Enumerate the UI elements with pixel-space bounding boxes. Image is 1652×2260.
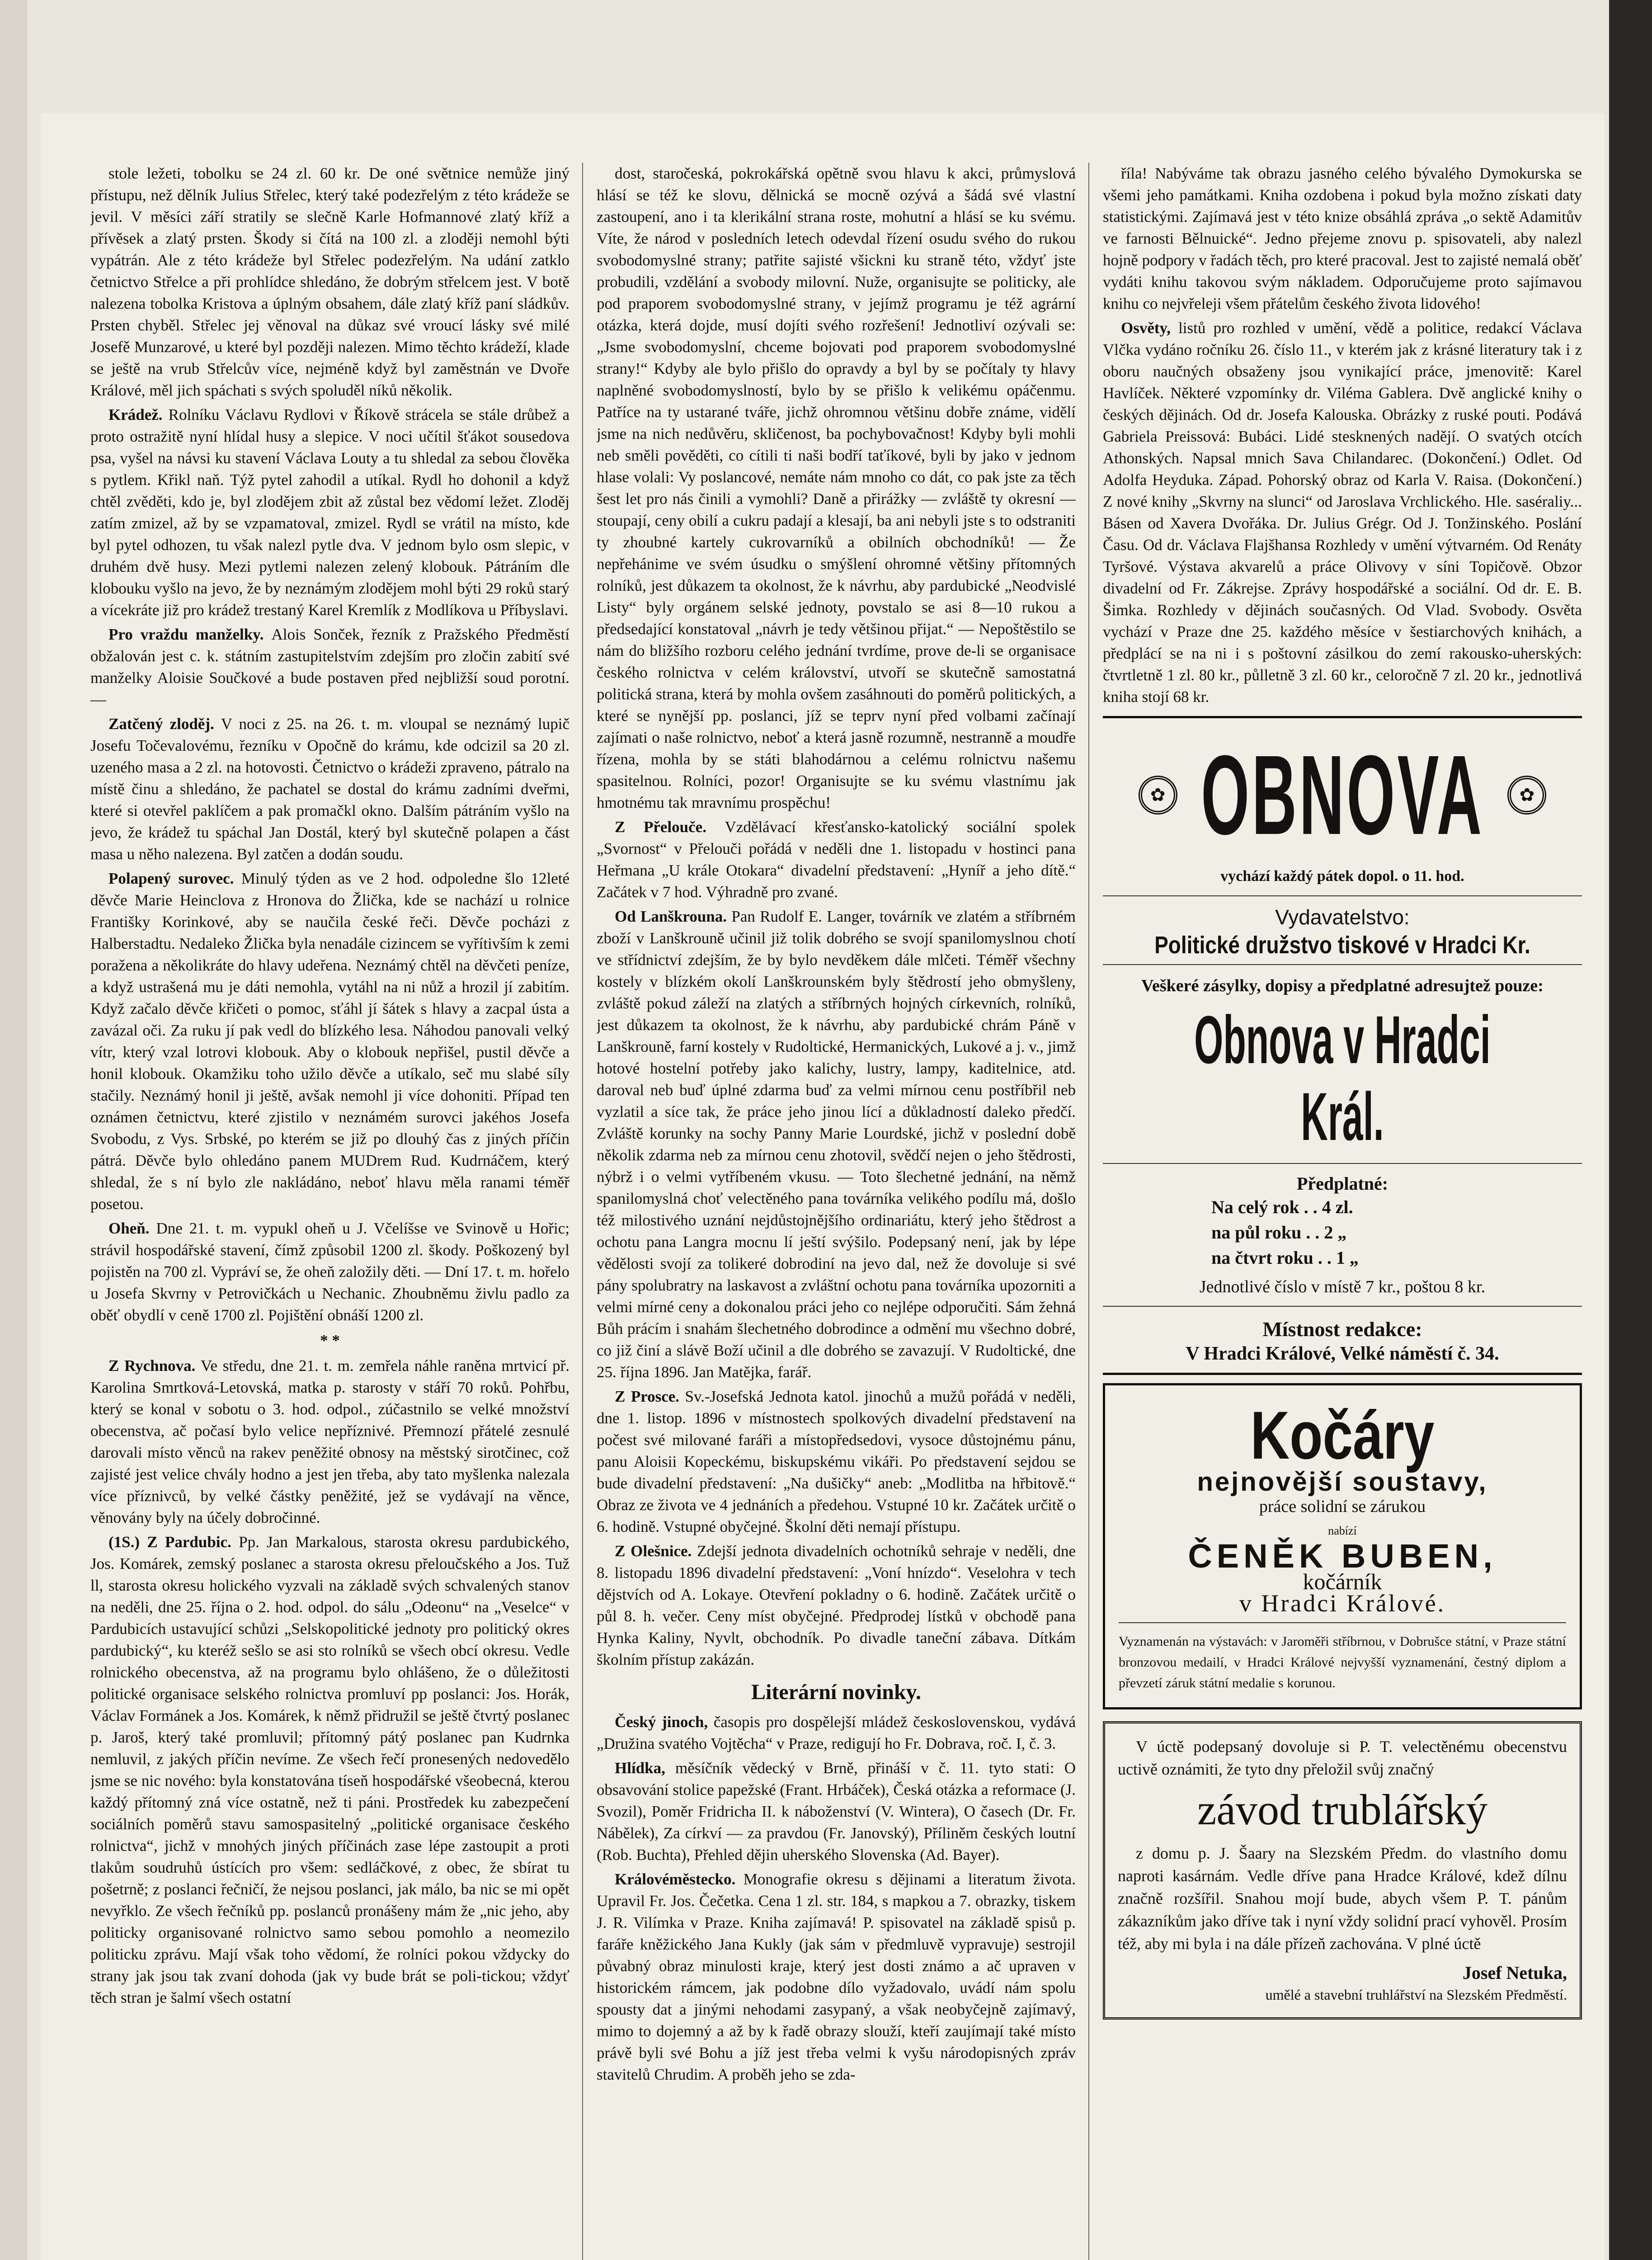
article-paragraph xyxy=(90,163,569,401)
separator xyxy=(1103,716,1582,718)
publisher-label: Vydavatelstvo: xyxy=(1275,905,1410,929)
article-paragraph xyxy=(90,713,569,865)
article-text: Rolníku Václavu Rydlovi v Říkově strácela se stále drůbež a proto ostražitě nyní hlídal husy a slepice. V noci učítil šťákot sousedova psa, vyšel na návsi ku stavení Václava Louty a tu shledal za sebou člověka s pytlem. Křikl naň. Týž pytel zahodil a utíkal. Rydl ho dohonil a když chtěl zvěděti, kdo je, byl zlodějem zbit až zůstal bez vědomí ležet. Zloděj zatím zmizel, až by se vzpamatoval, zmizel. Rydl se vrátil na místo, kde byl pytel odhozen, tu však nalezl pytle dva. V jednom bylo osm slepic, v druhém dvě husy. Mezi pytlemi nalezen zelený klobouk. Pátráním dle klobouku vyšlo na jevo, že by neznámým zlodějem mohl býti 29 roků starý a vícekráte již pro krádež trestaný Karel Kremlík z Modlíkova u Příbyslavi. xyxy=(90,406,569,619)
separator xyxy=(1103,895,1582,896)
article-text: měsíčník vědecký v Brně, přináší v č. 11. tyto stati: O obsavování stolice papežské (Frant. Hrbáček), Česká otázka a reformace (J. Svozil), Poměr Fridricha II. k náboženství (V. Wintera), O časech (Dr. Fr. Nábělek), Za církví — za pravdou (Fr. Janovský), Příliněm českých loutní (Rob. Buchta), Přehled dějin uherského Slovenska (Ad. Bayer). xyxy=(597,1759,1076,1864)
price-title: Předplatné: xyxy=(1296,1173,1388,1194)
ad-place: v Hradci Králové. xyxy=(1239,1590,1446,1617)
ad-signature-subtitle: umělé a stavební truhlářství na Slezském Předměstí. xyxy=(1265,1987,1567,2003)
article-heading: Oheň. xyxy=(108,1219,156,1237)
column-3 xyxy=(1103,163,1582,2260)
article-heading: Z Olešnice. xyxy=(615,1542,697,1560)
article-text: Vzdělávací křesťansko-katolický sociální spolek „Svornost“ v Přelouči pořádá v neděli dne 1. listopadu v hostinci pana Heřmana „U krále Otokara“ divadelní představení: „Hyníř a jeho dítě.“ Začátek v 7 hod. Výhradně pro zvané. xyxy=(597,818,1076,901)
article-heading: Z Přelouče. xyxy=(615,818,725,836)
publisher-name: Politické družstvo tiskové v Hradci Kr. xyxy=(1154,932,1530,959)
article-heading: Polapený surovec. xyxy=(108,870,241,887)
column-1 xyxy=(90,163,569,2260)
article-text: Sv.-Josefská Jednota katol. jinochů a mužů pořádá v neděli, dne 1. listop. 1896 v místnostech spolkových divadelní představení na počest své milované faráři a místopředsedovi, vysoce důstojnému pánu, panu Aloisii Kopeckému, biskupskému vikáři. Po představení sejdou se bude divadelní představení: „Na dušičky“ aneb: „Modlitba na hřbitově.“ Obraz ze života ve 4 jednáních a předehou. Vstupné 10 kr. Začátek určitě o 6. hodině. Vstupné obyčejné. Školní děti nemají přístupu. xyxy=(597,1388,1076,1535)
article-paragraph xyxy=(1103,163,1582,315)
ad-line: nabízí xyxy=(1328,1524,1357,1537)
separator xyxy=(1103,964,1582,965)
column-2 xyxy=(597,163,1076,2260)
ad-description: Vyznamenán na výstavách: v Jaroměři stříbrnou, v Dobrušce státní, v Praze státní bronzovou medailí, v Hradci Králové nejvyšší vyznamenání, čestný diplom a převzetí záruk státní medalie s korunou. xyxy=(1119,1634,1566,1690)
article-heading: Z Rychnova. xyxy=(108,1357,201,1375)
article-text: dost, staročeská, pokrokářská opětně svou hlavu k akci, průmyslová hlásí se též ke slovu, dělnická se mocně ozývá a šádá své vlastní zastoupení, ano i ta klerikální strana roste, mohutní a hlásí se ku svému. Víte, že národ v posledních letech odevdal řízení osudu svého do rukou svobodomyslné strany; patřite sajisté všickni ku straně této, vždyť jste probudili, vzdělání a svobody milovní. Nuže, organisujte se politicky, ale pod praporem svobodomyslné strany, v jejímž programu je též agrární otázka, která dojde, musí dojíti svého rozřešení! Jednotliví ozývali se: „Jsme svobodomyslní, chceme bojovati pod praporem svobodomyslné strany!“ Kdyby ale bylo přišlo do opravdy a byl by se počítaly ty hlavy naplněné svobodomyslností, bylo by se přišlo k velikému opáčenmu. Patříce na ty ustarané tváře, jichž ohromnou většinu dobře známe, vidělí jsme na nich nedůvěru, skličenost, ba pochybovačnost! Kdyby byli mohli neb směli pověděti, co cítili ti naši bodří taťíkové, byli by jako v jednom hlase volali: Vy poslancové, nemáte nám mnoho co dát, co pak jste za těch šest let pro nás činili a vymohli? Daně a přirážky — zvláště ty okresní — stoupají, ceny obilí a cukru padají a klesají, ba ani nebyli jste s to odstraniti ty zhoubné kartely cukrovarníků a obilních obchodníků! — Že nepřehánime ve svém úsudku o smýšlení ohromné většiny přítomných rolníků, jest důkazem ta okolnost, že k návrhu, aby pardubické „Neodvislé Listy“ byly orgánem selské jednoty, povstalo se asi 8—10 rukou a předsedající konstatoval „návrh je tedy většinou přijat.“ — Nepoštěstilo se nám do bližšího rozboru celého jednání tvrdíme, prove de-li se organisace českého rolnictva v celém království, utvoří se skutečně samostatná politická strana, která by mohla ovšem zasáhnouti do poměrů politických, a které se nynější pp. poslanci, jíž se teprv nyní před volbami začínají zajímati o naše rolnictvo, neboť a která jasně rozumně, nestranně a moudře řízena, mohla by se státi blahodárnou a celému rolnictvu našemu spasitelnou. Rolníci, pozor! Organisujte se ku svému vlastnímu jak hmotnému tak mravnímu prospěchu! xyxy=(597,165,1076,811)
ad-line: práce solidní se zárukou xyxy=(1259,1497,1426,1516)
article-heading: Zatčený zloděj. xyxy=(108,715,221,733)
article-text: Minulý týden as ve 2 hod. odpoledne šlo 12leté děvče Marie Heinclova z Hronova do Žlička, kde se nachází u rolnice Františky Korinkové, aby se naučila české řeči. Děvče pocházi z Halberstadtu. Nedaleko Žlička byla nenadále cizincem se vyřítivším k zemi poražena a několikráte do hlavy udeřena. Neznámý chtěl na děvčeti peníze, a když ustrašená mu je dáti nemohla, vytáhl na ni nůž a hrozil jí zabitím. Když začalo děvče křičeti o pomoc, sťáhl jí šátek s hlavy a zacpal ústa a zavázal oči. Za ruku jí pak vedl do blízkého lesa. Náhodou panovali velký vítr, který vzal lotrovi klobouk. Aby o klobouk nepřišel, pustil děvče a honil klobouk. Okamžiku toho užilo děvče a utíkalo, seč mu slabé síly stačily. Neznámý honil ji ještě, avšak nemohl ji více dohoniti. Případ ten oznámen četnictvu, které zjistilo v neznámém surovci jakéhos Josefa Svobodu, z Vys. Srbské, po kterém se již po dlouhý čas z jiných příčin pátrá. Děvče bylo ohledáno panem MUDrem Rud. Kudrnáčem, který shledal, že s ní bylo zle nakládáno, neboť hlavu měla ranami téměř posetou. xyxy=(90,870,569,1213)
article-heading: Od Lanškrouna. xyxy=(615,908,732,925)
separator xyxy=(1119,1622,1566,1623)
mail-line: Veškeré zásylky, dopisy a předplatné adresujtež pouze: xyxy=(1141,976,1544,995)
article-text: časopis pro dospělejší mládež československou, vydává „Družina svatého Vojtěcha“ v Praze, redigují ho Fr. Dobrava, roč. I, č. 3. xyxy=(597,1713,1076,1752)
article-heading: Královéměstecko. xyxy=(615,1870,744,1888)
ad-trade: kočárník xyxy=(1303,1569,1382,1594)
article-paragraph xyxy=(90,624,569,711)
article-text: Monografie okresu s dějinami a literatum života. Upravil Fr. Jos. Čečetka. Cena 1 zl. str. 184, s mapkou a 7. obrazky, tiskem J. R. Vilímka v Praze. Kniha zajímavá! P. spisovatel na základě spisů p. faráře kněžického Jana Kukly (jak sám v předmluvě vypravuje) sestrojil půvabný obraz minulosti kraje, který jest dosti známo a ač upraven v historickém rámcem, jak podobne dílo vyžadovalo, uvádí nám spolu spousty dat a jinými nehodami zasypaný, a však neobyčejně zajímavý, mimo to dojemný a až by k řadě obrazy slouží, kteří zaujímají také místo právě byli své Bohu a jíž jest třeba velmi k vyšu národopisných zpráv stavitelů Chrudim. A proběh jeho se zda- xyxy=(597,1870,1076,2083)
column-rule xyxy=(1088,163,1089,2260)
masthead xyxy=(1103,732,1582,1365)
separator-stars: * * xyxy=(320,1332,340,1349)
trublar-advertisement xyxy=(1103,1721,1582,2020)
article-heading: Pro vraždu manželky. xyxy=(108,626,272,643)
article-paragraph xyxy=(90,1355,569,1529)
scan-margin-left xyxy=(0,0,27,2260)
separator xyxy=(1103,1306,1582,1307)
kocary-advertisement xyxy=(1103,1383,1582,1709)
article-paragraph xyxy=(597,906,1076,1383)
newspaper-page xyxy=(41,113,1605,2260)
ad-body: z domu p. J. Šaary na Slezském Předm. do vlastního domu naproti kasárnám. Vedle dříve pana Hradce Králové, kdež dílnu značně rozšířil. Snahou mojí bude, abych všem P. T. pánům zákazníkům jako dříve tak i nyní vždy solidní prací vyhověl. Prosím též, aby mi byla i na dále přízeň zachována. V plné úctě xyxy=(1118,1844,1567,1953)
single-issue-price: Jednotlivé číslo v místě 7 kr., poštou 8 kr. xyxy=(1199,1277,1486,1296)
article-heading: (1S.) Z Pardubic. xyxy=(108,1533,239,1551)
article-heading: Český jinoch, xyxy=(615,1713,714,1731)
ad-signature: Josef Netuka, xyxy=(1462,1963,1567,1983)
article-text: V noci z 25. na 26. t. m. vloupal se neznámý lupič Josefu Točevalovému, řezníku v Opočně do krámu, kde odcizil sa 20 zl. uzeného masa a 2 zl. na hotovosti. Četnictvo o krádeži zpraveno, pátralo na místě činu a shledáno, že pachatel se dostal do krámu zadními dveřmi, které si otevřel paklíčem a pak promačkl okno. Dalším pátráním vyšlo na jevo, že krádež tu spáchal Jan Dostál, který byl skutečně polapen a část masa u něho nalezena. Byl zatčen a dodán soudu. xyxy=(90,715,569,863)
office-title: Místnost redakce: xyxy=(1262,1318,1422,1341)
price-row: Na celý rok . . 4 zl. xyxy=(1211,1197,1353,1217)
office-address: V Hradci Králové, Velké náměstí č. 34. xyxy=(1186,1343,1499,1364)
article-paragraph xyxy=(90,404,569,621)
ad-intro: V úctě podepsaný dovoluje si P. T. velectěnému obecenstvu uctivě oznámiti, že tyto dny přeložil svůj značný xyxy=(1118,1737,1567,1778)
article-paragraph xyxy=(90,868,569,1215)
mail-address: Obnova v Hradci Král. xyxy=(1194,1002,1491,1154)
scan-margin-right xyxy=(1609,0,1652,2260)
article-text: stole ležeti, tobolku se 24 zl. 60 kr. De oné světnice nemůže jiný přístupu, než dělník Julius Střelec, který také podezřelým z této krádeže se jevil. V měsíci září stratily se slečně Karle Hofmannové zlatý kříž a přívěsek a zlatý prsten. Škody si čítá na 100 zl. a zloději nemohl býti vypátrán. Ale z této krádeže byl Střelec podezřelým. Na udání zatklo četnictvo Střelce a při prohlídce shledáno, že dobrým střelcem jest. V botě nalezena tobolka Kristova a úplným obsahem, dále zlatý kříž paní sládkův. Prsten chyběl. Střelec jej věnoval na důkaz své vroucí lásky své milé Josefě Munzarové, u které byl později nalezen. Mimo těchto krádeží, klade se ještě na vrub Střelcův více, nejméně když byl zaměstnán ve Dvoře Králové, měl jich spáchati s svých spoluděl níků několik. xyxy=(90,165,569,399)
masthead-title-row xyxy=(1103,732,1582,858)
article-text: Pp. Jan Markalous, starosta okresu pardubického, Jos. Komárek, zemský poslanec a starosta okresu přeloučského a Jos. Tuž ll, starosta okresu holického vyzvali na základě svých schvalených stanov na neděli, dne 25. října o 2. hod. odpol. do sálu „Odeonu“ na „Veselce“ v Pardubicích ustavující schůzi „Selskopolitické jednoty pro politický okres pardubický“, ku kteréž sešlo se asi sto rolníků se všech obcí okresu. Vedle rolnického obecenstva, až na programu bylo ohlášeno, že o důležitosti politické organisace selského rolnictva promluví pp poslanci: Jos. Horák, Václav Formánek a Jos. Komárek, k němž přidružil se ještě čtvrtý poslanec p. Jaroš, který také promluvil; přítomný pátý poslanec pan Kudrnka nemluvil, z jakých příčin nevíme. Ze všech řečí pronesených nedovedělo jsme se nic nového: byla konstatována tíseň hospodářské všeobecná, kterou každý přítomný zná více ostatně, než ti páni. Prostředek ku zabezpečení sociálních poměrů stavu samospasitelný „politické organisace českého rolnictva“, jichž v mnohých jiných příčinách zase lépe zastoupit a proti tlakům soudruhů ústících pro všem: sedláčkové, z obec, že sbírat tu pošetrně; z poslanci řečničí, že nejsou poslanci, jak málo, ba nic se mi opět nevyřklo. Ze všech řečníků pp. poslanců pronášeny mám že „nic jeho, aby politicky organisované rolnictvo samo sebou pomohlo a neomezilo politicku zprávu. Mají však toho vědomí, že rolníci pokou vždycky do strany jak jsou tak zvaní dohoda (jak vy bude brát se poli-tickou; vždyť těch stran je šalmí všech ostatní xyxy=(90,1533,569,2006)
article-text: Zdejší jednota divadelních ochotníků sehraje v neděli, dne 8. listopadu 1896 divadelní představení: „Voní hnízdo“. Veselohra v tech dějstvích od A. Lokaye. Otevření pokladny o 6. hodině. Začátek určitě o půl 8. h. večer. Ceny míst obyčejné. Předprodej lístků v obchodě pana Hynka Kaliny, Nyvlt, obchodník. Po divadle taneční zábava. Dítkám školním přístup zakázán. xyxy=(597,1542,1076,1668)
article-paragraph xyxy=(90,1218,569,1326)
article-paragraph xyxy=(597,1711,1076,1755)
article-paragraph xyxy=(597,1757,1076,1866)
article-heading: Osvěty, xyxy=(1121,319,1179,337)
ad-advertiser: ČENĚK BUBEN, xyxy=(1188,1537,1497,1575)
article-text: listů pro rozhled v umění, vědě a politice, redakcí Václava Vlčka vydáno ročníku 26. číslo 11., v kterém jak z krásné literatury tak i z oboru naučných obsaženy jsou vynikající práce, jmenovitě: Karel Havlíček. Některé vzpomínky dr. Viléma Gablera. Dvě anglické knihy o českých dějinách. Od dr. Josefa Kalouska. Obrázky z ruské pouti. Podává Gabriela Preissová: Bubáci. Lidé stesknených nadějí. O svatých otcích Athonských. Napsal mnich Sava Chilandarec. (Dokončení.) Odlet. Od Adolfa Heyduka. Západ. Pohorský obraz od Karla V. Raisa. (Dokončení.) Z nové knihy „Skvrny na slunci“ od Jaroslava Vrchlického. Hle. saséraliy... Básen od Xavera Dvořáka. Dr. Julius Grégr. Od J. Tonžinského. Poslání Času. Od dr. Václava Flajšhansa Rozhledy v umění výtvarném. Od Renáty Tyršové. Výstava akvarelů a práce Olivovy v síni Topičově. Obzor divadelní od Fr. Zákrejse. Zprávy hospodářské a sociální. Od dr. E. B. Šimka. Rozhledy v dějinách současných. Od Vlad. Svobody. Osvěta vychází v Praze dne 25. každého měsíce v šestiarchových knihách, a předplácí se na ni i s poštovní zásilkou do zemí rakousko-uherských: čtvrtletně 1 zl. 80 kr., půlletně 3 zl. 60 kr., celoročně 7 zl. 20 kr., jednotlivá kniha stojí 68 kr. xyxy=(1103,319,1582,706)
price-row: na půl roku . . 2 „ xyxy=(1211,1222,1347,1243)
separator xyxy=(1103,1163,1582,1164)
ad-title: závod trublářský xyxy=(1197,1785,1488,1834)
article-paragraph xyxy=(597,1386,1076,1538)
article-heading: Hlídka, xyxy=(615,1759,675,1777)
rosette-icon: ✿ xyxy=(1139,776,1177,815)
separator xyxy=(1103,1373,1582,1375)
section-title: Literární novinky. xyxy=(751,1680,922,1704)
column-3-text xyxy=(1103,163,1582,708)
article-text: Dne 21. t. m. vypukl oheň u J. Včelíšse ve Svinově u Hořic; strávil hospodářské stavení, čímž způsobil 1200 zl. škody. Poškozený byl pojistěn na 700 zl. Vypráví se, že oheň založily děti. — Dní 17. t. m. hořelo u Josefa Skvrny v Petrovičkách u Nechanic. Zhoubněmu živlu padlo za oběť obydlí v ceně 1700 zl. Pojištění obnáší 1200 zl. xyxy=(90,1219,569,1324)
article-paragraph xyxy=(597,816,1076,903)
ad-subtitle: nejnovější soustavy, xyxy=(1197,1467,1488,1497)
price-row: na čtvrt roku . . 1 „ xyxy=(1211,1248,1359,1268)
article-paragraph xyxy=(1103,317,1582,708)
article-text: Pan Rudolf E. Langer, továrník ve zlatém a stříbrném zboží v Lanškrouně učinil již tolik dobrého se svojí spanilomyslnou chotí ve střídnictví zdejším, že by bylo nevděkem dále mlčeti. Téměř všechny kostely v blízkém okolí Lanškrounském byly štědrostí jeho obmyšleny, zvláště pokud záleží na zlatých a stříbrných hojných církevních, rolníků, jest důkazem ta okolnost, že k návrhu, aby pardubické chrám Páně v Lanškrouně, farní kostely v Rudoltické, Hermanických, Lukové a j. v., jimž hotové hostelní potřeby jako kalichy, lustry, lampy, kaditelnice, atd. daroval neb buď úplné zdarma buď za velmi mírnou cenu postříbřil neb vyzlatil a síce tak, že práce jeho jinou lící a důkladností daleko předčí. Zvláště korunky na sochy Panny Marie Lourdské, jichž v poslední době několik zdarma neb za mírnou cenu zhotovil, svědčí nejen o jeho štědrosti, nýbrž i o velmi vytříbeném vkusu. — Toto šlechetné jednání, na němž spanilomyslná choť velectěného pana továrníka velikého podílu má, došlo též milostivého uznání nejdůstojnějšího ordinariátu, který jeho štědrost a ochotu pana Langra mocnu lí ještí svýšilo. Podepsaný není, jak by lépe vědělosti svojí za tolikeré dobrodiní na jevo dal, než že dovoluje si své pány spolubratry na laskavost a zvláštní ochotu pana továrníka upozorniti a velmi mírné ceny a dokonalou práci jeho co nejlépe odporučiti. Sám žehná Bůh prácím i snahám šlechetného dobrodince a odmění mu všechno dobré, co již činí a slávě Boží učinil a dle dobrého se zavazují. V Rudoltické, dne 25. října 1896. Jan Matějka, farář. xyxy=(597,908,1076,1381)
article-paragraph xyxy=(597,1540,1076,1671)
article-heading: Krádež. xyxy=(108,406,169,424)
column-rule xyxy=(582,163,583,2260)
masthead-title: OBNOVA xyxy=(1200,732,1484,858)
article-paragraph xyxy=(597,163,1076,814)
article-text: Ve středu, dne 21. t. m. zemřela náhle raněna mrtvicí př. Karolina Smrtková-Letovská, matka p. starosty v stáří 70 roků. Pohřbu, který se konal v sobotu o 3. hod. odpol., zúčastnilo se velké množství obecenstva, ač počasí bylo velice nepříznivé. Přemnozí přátelé zesnulé darovali místo věnců na rakev peněžité obnosy na městský sirotčinec, což zajisté jest velice chvály hodno a jest jen třeba, aby tato myšlenka nalezala více příznivců, by velké částky peněžité, jež se vydávají na věnce, věnovány byly na účely dobročinné. xyxy=(90,1357,569,1526)
article-heading: Z Prosce. xyxy=(615,1388,685,1405)
article-text: říla! Nabýváme tak obrazu jasného celého bývalého Dymokurska se všemi jeho památkami. Kniha ozdobena i pokud byla možno získati daty statistickými. Zajímavá jest v této knize obsáhlá zpráva „o sektě Adamitův ve farnosti Bělnuické“. Jedno přejeme znovu p. spisovateli, aby nalezl hojně podpory v řadách těch, pro které pracoval. Jest to zajisté nemalá oběť vydáti knihu takovou svým nákladem. Odporučujeme proto sajímavou knihu co nejvřeleji všem přátelům českého života lidového! xyxy=(1103,165,1582,312)
article-paragraph xyxy=(90,1531,569,2009)
rosette-icon: ✿ xyxy=(1507,776,1546,815)
article-paragraph xyxy=(597,1869,1076,2086)
ad-title: Kočáry xyxy=(1250,1397,1435,1473)
article-text: Alois Sonček, řezník z Pražského Předměstí obžalován jest c. k. státním zastupitelstvím zdejším pro zločin zabití své manželky Aloisie Součkové a bude postaven před nejbližší soud porotní. — xyxy=(90,626,569,708)
issue-schedule: vychází každý pátek dopol. o 11. hod. xyxy=(1220,868,1464,885)
